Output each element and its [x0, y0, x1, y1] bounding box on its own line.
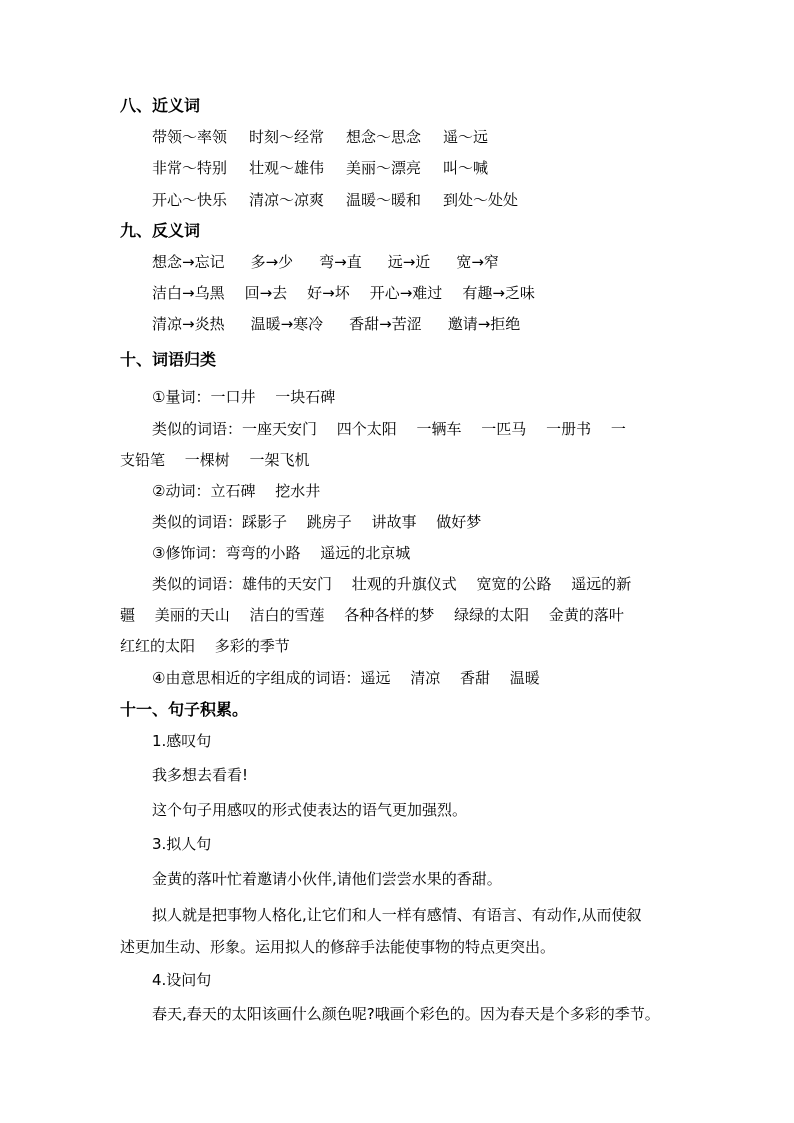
section-heading-synonyms: 八、近义词	[120, 96, 201, 115]
antonym-row	[152, 314, 546, 334]
word-pair: 清凉→炎热	[152, 315, 225, 333]
section-heading-word-classification: 十、词语归类	[120, 350, 217, 369]
antonym-row	[152, 252, 525, 272]
word-pair: 远→近	[387, 253, 431, 271]
word-pair: 邀请→拒绝	[447, 315, 521, 333]
compound-words-line: ④由意思相近的字组成的词语：遥远 清凉 香甜 温暖	[152, 669, 540, 687]
similar-words-line: 类似的词语：雄伟的天安门 壮观的升旗仪式 宽宽的公路 遥远的新	[152, 575, 632, 593]
explanation-text: 述更加生动、形象。运用拟人的修辞手法能使事物的特点更突出。	[120, 938, 556, 956]
similar-words-line: 疆 美丽的天山 洁白的雪莲 各种各样的梦 绿绿的太阳 金黄的落叶	[120, 606, 624, 624]
word-pair: 带领～率领	[152, 128, 228, 146]
verbs-line: ②动词：立石碑 挖水井	[152, 482, 321, 500]
similar-words-line: 类似的词语：踩影子 跳房子 讲故事 做好梦	[152, 513, 482, 531]
explanation-text: 这个句子用感叹的形式使表达的语气更加强烈。	[152, 801, 468, 819]
sentence-type-label: 1.感叹句	[152, 732, 212, 750]
word-pair: 多→少	[250, 253, 294, 271]
sentence-type-label: 4.设问句	[152, 971, 212, 989]
sentence-type-label: 3.拟人句	[152, 835, 212, 853]
word-pair: 洁白→乌黑	[152, 284, 225, 302]
example-sentence: 我多想去看看!	[152, 766, 249, 784]
synonym-row	[152, 127, 510, 147]
word-pair: 想念～思念	[346, 128, 422, 146]
example-sentence: 金黄的落叶忙着邀请小伙伴,请他们尝尝水果的香甜。	[152, 870, 502, 888]
word-pair: 非常～特别	[152, 159, 228, 177]
word-pair: 开心～快乐	[152, 191, 228, 209]
modifiers-line: ③修饰词：弯弯的小路 遥远的北京城	[152, 544, 411, 562]
word-pair: 好→坏	[307, 284, 350, 302]
word-pair: 温暖～暖和	[346, 191, 422, 209]
explanation-text: 拟人就是把事物人格化,让它们和人一样有感情、有语言、有动作,从而使叙	[152, 906, 642, 924]
section-heading-sentences: 十一、句子积累。	[120, 700, 249, 719]
word-pair: 叫～喊	[443, 159, 489, 177]
similar-words-line: 支铅笔 一棵树 一架飞机	[120, 451, 310, 469]
synonym-row	[152, 190, 540, 210]
similar-words-line: 类似的词语：一座天安门 四个太阳 一辆车 一匹马 一册书 一	[152, 420, 626, 438]
word-pair: 清凉～凉爽	[249, 191, 325, 209]
word-pair: 温暖→寒冷	[250, 315, 324, 333]
example-sentence: 春天,春天的太阳该画什么颜色呢?哦画个彩色的。因为春天是个多彩的季节。	[152, 1005, 660, 1023]
word-pair: 宽→窄	[456, 253, 499, 271]
word-pair: 想念→忘记	[152, 253, 225, 271]
word-pair: 有趣→乏味	[462, 284, 535, 302]
word-pair: 美丽～漂亮	[346, 159, 422, 177]
word-pair: 开心→难过	[369, 284, 443, 302]
word-pair: 时刻～经常	[249, 128, 325, 146]
word-pair: 到处～处处	[443, 191, 519, 209]
word-pair: 弯→直	[319, 253, 362, 271]
section-heading-antonyms: 九、反义词	[120, 221, 201, 240]
word-pair: 回→去	[244, 284, 288, 302]
word-pair: 遥～远	[443, 128, 489, 146]
antonym-row	[152, 283, 555, 303]
similar-words-line: 红红的太阳 多彩的季节	[120, 637, 290, 655]
measure-words-line: ①量词：一口井 一块石碑	[152, 388, 336, 406]
word-pair: 香甜→苦涩	[349, 315, 422, 333]
word-pair: 壮观～雄伟	[249, 159, 325, 177]
synonym-row	[152, 158, 510, 178]
